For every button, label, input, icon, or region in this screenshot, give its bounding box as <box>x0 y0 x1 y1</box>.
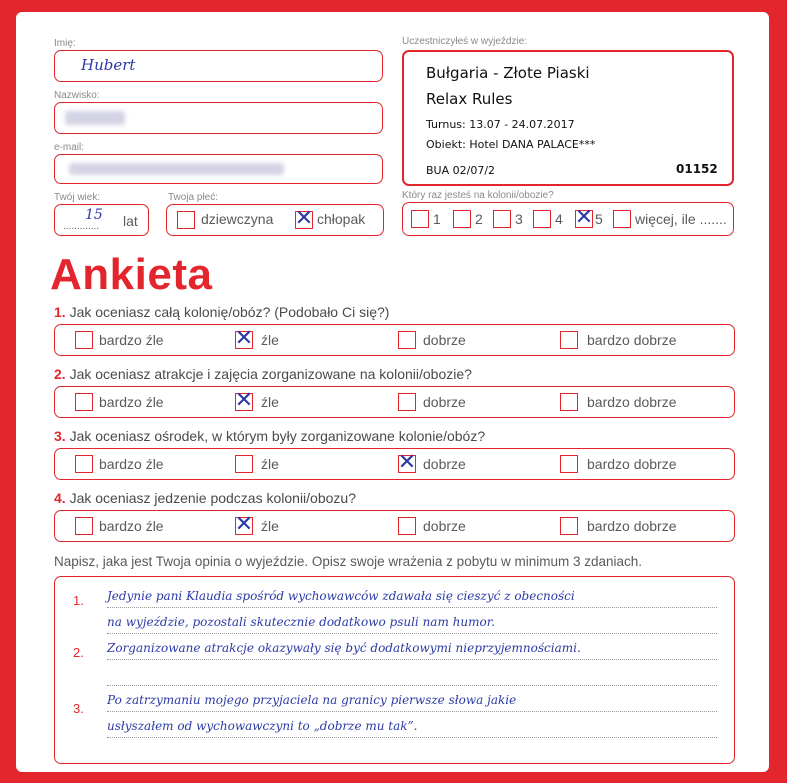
trip-number: 01152 <box>676 162 718 176</box>
gender-option-boy: chłopak <box>317 211 366 227</box>
email-field[interactable] <box>54 154 383 184</box>
opinion-number-3: 3. <box>73 701 84 716</box>
rating-checkbox[interactable] <box>75 331 93 349</box>
rating-option-label: źle <box>261 518 279 534</box>
attendance-checkbox-3[interactable] <box>493 210 511 228</box>
rating-checkbox[interactable] <box>398 517 416 535</box>
question-4-options <box>54 510 735 542</box>
attendance-option-more: więcej, ile ....... <box>635 211 727 227</box>
question-3 <box>54 428 485 444</box>
gender-option-girl: dziewczyna <box>201 211 274 227</box>
attendance-checkbox-4[interactable] <box>533 210 551 228</box>
attendance-checkbox-2[interactable] <box>453 210 471 228</box>
rating-checkbox[interactable] <box>398 393 416 411</box>
rating-option-label: dobrze <box>423 518 466 534</box>
last-name-field[interactable] <box>54 102 383 134</box>
question-1 <box>54 304 389 320</box>
first-name-value: Hubert <box>81 56 136 74</box>
rating-option-label: bardzo źle <box>99 456 164 472</box>
attendance-option-2: 2 <box>475 211 483 227</box>
trip-program: Relax Rules <box>426 90 513 108</box>
question-text: Jak oceniasz jedzenie podczas kolonii/obozu? <box>69 490 356 506</box>
checkmark-x-icon: ✕ <box>294 206 314 231</box>
attendance-checkbox-more[interactable] <box>613 210 631 228</box>
question-3-options <box>54 448 735 480</box>
attendance-option-4: 4 <box>555 211 563 227</box>
attendance-field <box>402 202 734 236</box>
redacted-last-name <box>65 111 125 125</box>
opinion-number-2: 2. <box>73 645 84 660</box>
rating-option-label: dobrze <box>423 332 466 348</box>
gender-checkbox-girl[interactable] <box>177 211 195 229</box>
rating-checkbox[interactable] <box>234 512 254 537</box>
rating-option-label: źle <box>261 456 279 472</box>
survey-title: Ankieta <box>50 250 213 299</box>
question-text: Jak oceniasz ośrodek, w którym były zorganizowane kolonie/obóz? <box>69 428 486 444</box>
opinion-field[interactable] <box>54 576 735 764</box>
rating-checkbox[interactable] <box>560 331 578 349</box>
rating-checkbox[interactable] <box>75 393 93 411</box>
rating-option-label: źle <box>261 332 279 348</box>
question-number: 4. <box>54 490 66 506</box>
checkmark-x-icon: ✕ <box>397 450 417 475</box>
age-label: Twój wiek: <box>54 192 101 203</box>
rating-option-label: dobrze <box>423 456 466 472</box>
question-2 <box>54 366 472 382</box>
opinion-line-3: Zorganizowane atrakcje okazywały się być dodatkowymi nieprzyjemnościami. <box>107 641 581 655</box>
checkmark-x-icon: ✕ <box>234 512 254 537</box>
checkmark-x-icon: ✕ <box>234 326 254 351</box>
question-number: 1. <box>54 304 66 320</box>
rating-option-label: bardzo źle <box>99 518 164 534</box>
opinion-prompt: Napisz, jaka jest Twoja opinia o wyjeździe. Opisz swoje wrażenia z pobytu w minimum 3 zdaniach. <box>54 554 643 569</box>
rating-option-label: bardzo dobrze <box>587 456 677 472</box>
attendance-label: Który raz jesteś na kolonii/obozie? <box>402 190 554 201</box>
rating-checkbox[interactable] <box>75 517 93 535</box>
rating-checkbox[interactable] <box>560 393 578 411</box>
rating-checkbox[interactable] <box>235 455 253 473</box>
attendance-option-1: 1 <box>433 211 441 227</box>
first-name-label: Imię: <box>54 38 76 49</box>
email-label: e-mail: <box>54 142 85 153</box>
rating-checkbox[interactable] <box>560 517 578 535</box>
rating-option-label: bardzo dobrze <box>587 332 677 348</box>
trip-destination: Bułgaria - Złote Piaski <box>426 64 590 82</box>
survey-sheet <box>16 12 769 772</box>
redacted-email <box>69 163 284 175</box>
question-2-options <box>54 386 735 418</box>
gender-field <box>166 204 384 236</box>
opinion-line-1: Jedynie pani Klaudia spośród wychowawców zdawała się cieszyć z obecności <box>107 589 575 603</box>
rating-option-label: źle <box>261 394 279 410</box>
gender-label: Twoja płeć: <box>168 192 219 203</box>
rating-checkbox[interactable] <box>75 455 93 473</box>
rating-checkbox[interactable] <box>234 326 254 351</box>
opinion-line-4: Po zatrzymaniu mojego przyjaciela na granicy pierwsze słowa jakie <box>107 693 517 707</box>
rating-checkbox[interactable] <box>397 450 417 475</box>
question-1-options <box>54 324 735 356</box>
rating-checkbox[interactable] <box>560 455 578 473</box>
first-name-field[interactable] <box>54 50 383 82</box>
attendance-checkbox-5[interactable] <box>574 205 594 230</box>
attendance-option-5: 5 <box>595 211 603 227</box>
question-number: 2. <box>54 366 66 382</box>
attendance-option-3: 3 <box>515 211 523 227</box>
age-field[interactable]: ............. 15 lat <box>54 204 149 236</box>
rating-option-label: bardzo źle <box>99 394 164 410</box>
rating-option-label: bardzo dobrze <box>587 394 677 410</box>
opinion-line-2: na wyjeździe, pozostali skutecznie dodatkowo psuli nam humor. <box>107 615 495 629</box>
rating-option-label: bardzo dobrze <box>587 518 677 534</box>
question-text: Jak oceniasz całą kolonię/obóz? (Podobało Ci się?) <box>69 304 390 320</box>
opinion-number-1: 1. <box>73 593 84 608</box>
question-4 <box>54 490 356 506</box>
rating-checkbox[interactable] <box>398 331 416 349</box>
question-text: Jak oceniasz atrakcje i zajęcia zorganizowane na kolonii/obozie? <box>69 366 472 382</box>
trip-turnus: Turnus: 13.07 - 24.07.2017 <box>426 118 575 131</box>
attendance-checkbox-1[interactable] <box>411 210 429 228</box>
checkmark-x-icon: ✕ <box>234 388 254 413</box>
last-name-label: Nazwisko: <box>54 90 100 101</box>
opinion-line-5: usłyszałem od wychowawczyni to „dobrze mu tak”. <box>107 719 418 733</box>
checkmark-x-icon: ✕ <box>574 205 594 230</box>
trip-box <box>402 50 734 186</box>
trip-code: BUA 02/07/2 <box>426 164 496 177</box>
rating-checkbox[interactable] <box>234 388 254 413</box>
trip-label: Uczestniczyłeś w wyjeździe: <box>402 36 528 47</box>
question-number: 3. <box>54 428 66 444</box>
age-value: 15 <box>85 207 103 223</box>
age-unit: lat <box>123 213 138 229</box>
trip-obiekt: Obiekt: Hotel DANA PALACE*** <box>426 138 596 151</box>
rating-option-label: bardzo źle <box>99 332 164 348</box>
rating-option-label: dobrze <box>423 394 466 410</box>
gender-checkbox-boy[interactable] <box>294 206 314 231</box>
